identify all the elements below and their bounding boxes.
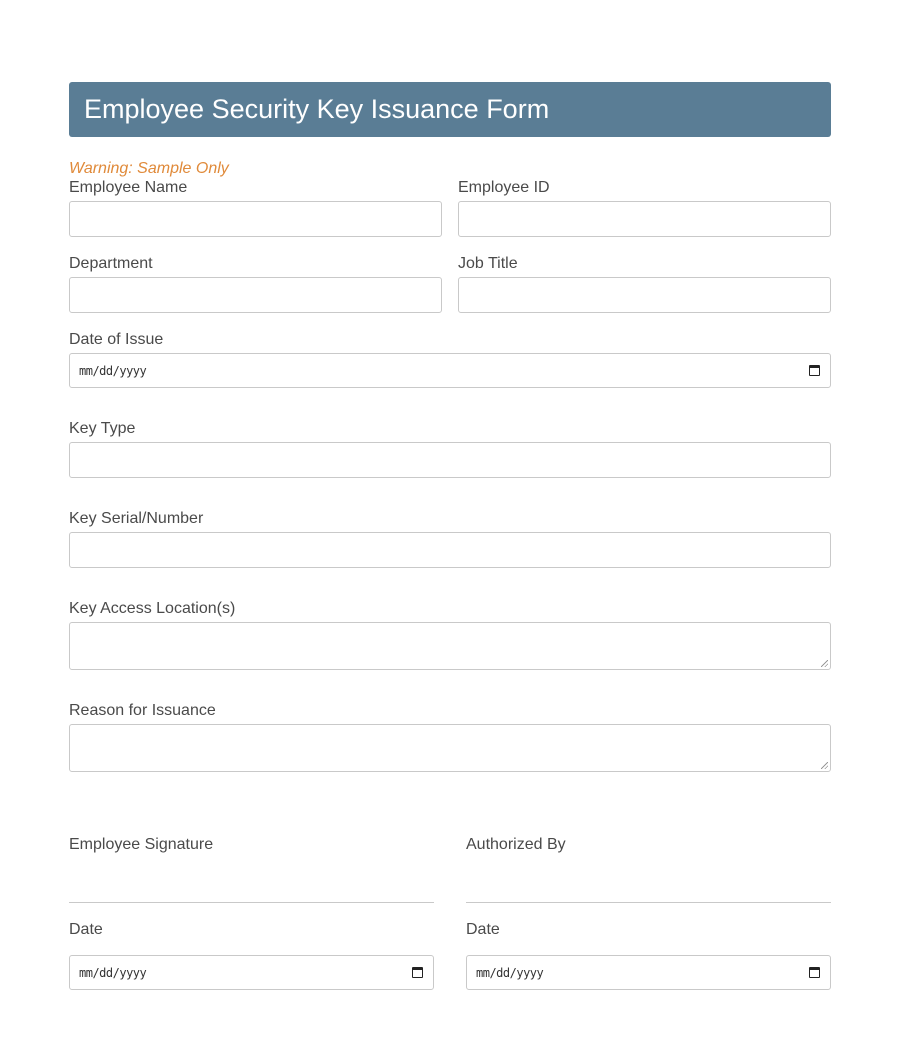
key-access-label: Key Access Location(s) [69, 600, 236, 617]
authorized-date-placeholder: mm/dd/yyyy [476, 965, 544, 980]
key-access-textarea[interactable] [69, 622, 831, 670]
job-title-label: Job Title [458, 255, 518, 272]
key-serial-input[interactable] [69, 532, 831, 568]
authorized-date-label: Date [466, 921, 500, 938]
key-type-input[interactable] [69, 442, 831, 478]
employee-date-placeholder: mm/dd/yyyy [79, 965, 147, 980]
form-header [69, 82, 831, 137]
calendar-icon[interactable] [412, 967, 423, 978]
department-label: Department [69, 255, 153, 272]
employee-date-label: Date [69, 921, 103, 938]
reason-label: Reason for Issuance [69, 702, 216, 719]
employee-id-input[interactable] [458, 201, 831, 237]
employee-name-label: Employee Name [69, 179, 188, 196]
key-serial-label: Key Serial/Number [69, 510, 204, 527]
employee-signature-line[interactable] [69, 902, 434, 903]
calendar-icon[interactable] [809, 365, 820, 376]
date-of-issue-input[interactable] [69, 353, 831, 388]
form-title: Employee Security Key Issuance Form [84, 94, 550, 124]
date-of-issue-label: Date of Issue [69, 331, 164, 348]
authorized-signature-line[interactable] [466, 902, 831, 903]
warning-text: Warning: Sample Only [69, 160, 229, 177]
authorized-by-label: Authorized By [466, 836, 566, 853]
date-of-issue-placeholder: mm/dd/yyyy [79, 363, 147, 378]
authorized-date-input[interactable] [466, 955, 831, 990]
key-type-label: Key Type [69, 420, 136, 437]
employee-signature-label: Employee Signature [69, 836, 214, 853]
job-title-input[interactable] [458, 277, 831, 313]
calendar-icon[interactable] [809, 967, 820, 978]
employee-name-input[interactable] [69, 201, 442, 237]
employee-date-input[interactable] [69, 955, 434, 990]
department-input[interactable] [69, 277, 442, 313]
employee-id-label: Employee ID [458, 179, 550, 196]
reason-textarea[interactable] [69, 724, 831, 772]
